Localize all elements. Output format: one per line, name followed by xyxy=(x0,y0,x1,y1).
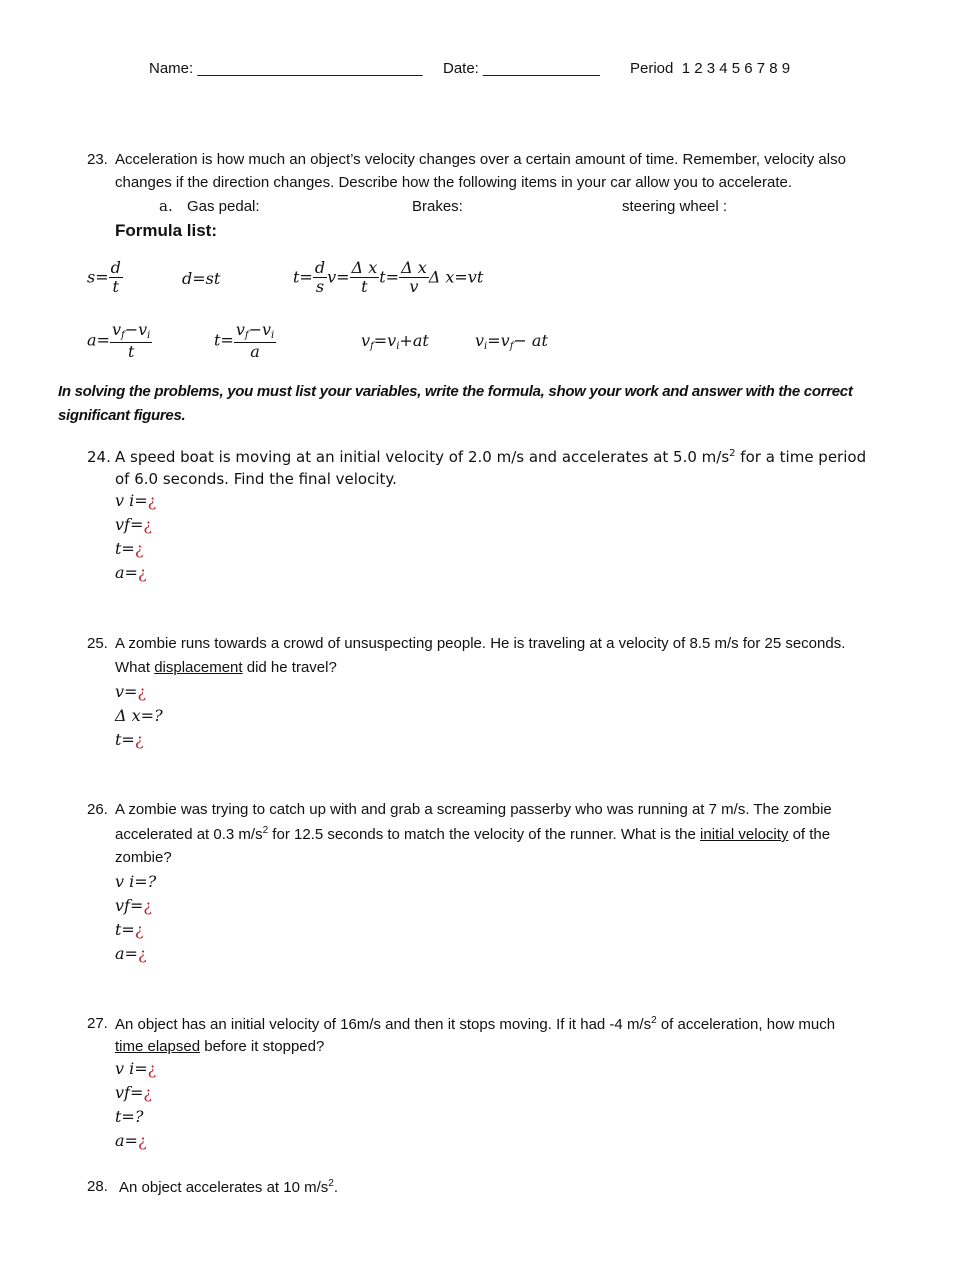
variable-name: a= xyxy=(115,1131,138,1150)
variable-name: a= xyxy=(115,563,138,582)
subscript: i xyxy=(484,341,488,352)
fraction xyxy=(109,259,123,297)
formula-rest: − at xyxy=(513,331,548,350)
variable-value[interactable]: ¿ xyxy=(137,563,147,582)
q25-text-b: did he travel? xyxy=(242,659,337,676)
variable-row xyxy=(115,491,156,515)
variable-name: vf= xyxy=(115,515,144,534)
q27-number: 27. xyxy=(87,1015,108,1032)
q23-sub-letter: a. xyxy=(159,197,173,215)
equals-v: =v xyxy=(373,331,397,350)
variable-name: v= xyxy=(115,682,138,701)
q26-underlined: initial velocity xyxy=(700,826,789,843)
q27-text-b: of acceleration, how much xyxy=(656,1016,836,1033)
q24-variables xyxy=(115,491,156,587)
variable-row xyxy=(115,1083,156,1107)
name-label: Name: xyxy=(149,60,194,77)
variable-value[interactable]: ¿ xyxy=(137,944,147,963)
formula-time-from-accel xyxy=(214,321,276,361)
variable-row xyxy=(115,682,163,706)
fraction xyxy=(110,321,152,361)
period-options: 1 2 3 4 5 6 7 8 9 xyxy=(681,60,791,77)
variable-name: v i=? xyxy=(115,872,157,891)
date-field xyxy=(443,60,600,77)
q25-variables xyxy=(115,682,163,754)
denominator: t xyxy=(112,277,119,297)
q26-text-line1: A zombie was trying to catch up with and grab a screaming passerby who was running at 7 m/s. The zombie xyxy=(115,801,832,818)
superscript: 2 xyxy=(328,1178,334,1189)
subscript: f xyxy=(509,341,514,352)
formula-initial-velocity xyxy=(475,331,548,352)
q27-text-a: An object has an initial velocity of 16m/s and then it stops moving. If it had -4 m/s xyxy=(115,1016,652,1033)
q26-text-a: accelerated at 0.3 m/s xyxy=(115,826,263,843)
q23-number: 23. xyxy=(87,151,108,168)
formula-distance: d=st xyxy=(182,269,221,288)
formula-rest: +at xyxy=(399,331,429,350)
variable-name: vf= xyxy=(115,896,144,915)
superscript: 2 xyxy=(262,825,269,836)
variable-value[interactable]: ¿ xyxy=(143,896,152,915)
variable-value[interactable]: ¿ xyxy=(134,539,144,558)
variable-row xyxy=(115,515,156,539)
variable-value[interactable]: ¿ xyxy=(134,920,144,939)
variable-name: t= xyxy=(115,920,135,939)
q26-number: 26. xyxy=(87,801,108,818)
q26-text-line2 xyxy=(115,825,830,843)
q27-text-b: before it stopped? xyxy=(200,1038,325,1055)
variable-value[interactable]: ¿ xyxy=(134,730,144,749)
minus: − xyxy=(248,320,262,339)
formula-lhs: t= xyxy=(293,267,313,287)
variable-value[interactable]: ¿ xyxy=(137,682,147,701)
denominator: t xyxy=(361,277,368,297)
denominator: t xyxy=(127,341,135,361)
variable-name: v i= xyxy=(115,1059,148,1078)
period-label: Period xyxy=(630,60,674,77)
variable-value[interactable]: ¿ xyxy=(137,1131,147,1150)
variable-row xyxy=(115,920,156,944)
v-initial: v xyxy=(138,320,148,339)
date-line[interactable]: ______________ xyxy=(483,60,600,77)
formula-lhs: v= xyxy=(327,267,350,287)
q25-text-line2 xyxy=(115,659,337,676)
variable-row xyxy=(115,539,156,563)
q23-text-line1: Acceleration is how much an object’s velocity changes over a certain amount of time. Remember, velocity also xyxy=(115,151,846,168)
subscript: i xyxy=(271,330,275,341)
q27-variables xyxy=(115,1059,156,1155)
q25-number: 25. xyxy=(87,635,108,652)
denominator: a xyxy=(250,341,260,361)
variable-name: t= xyxy=(115,539,135,558)
formula-acceleration xyxy=(87,321,152,361)
formula-lhs: s= xyxy=(87,267,109,287)
superscript: 2 xyxy=(729,448,736,459)
subscript: f xyxy=(370,341,374,352)
formula-list-heading: Formula list: xyxy=(115,221,218,240)
v-final: v xyxy=(111,320,121,339)
numerator: d xyxy=(110,258,121,277)
q26-text-b: for 12.5 seconds to match the velocity of the runner. What is the xyxy=(268,826,701,843)
q27-text-line2 xyxy=(115,1038,324,1055)
q28-text-a: An object accelerates at 10 m/s xyxy=(119,1179,329,1196)
numerator: d xyxy=(314,258,326,277)
subscript: i xyxy=(396,341,400,352)
numerator: Δ x xyxy=(351,258,378,277)
formula-lhs: a= xyxy=(87,330,110,350)
v-symbol: v xyxy=(475,331,485,350)
period-field xyxy=(630,60,790,77)
variable-value[interactable]: ¿ xyxy=(147,491,157,510)
variable-name: vf= xyxy=(115,1083,144,1102)
equals-v: =v xyxy=(487,331,510,350)
variable-row xyxy=(115,1131,156,1155)
q23-steering-wheel: steering wheel : xyxy=(622,198,728,215)
variable-value[interactable]: ¿ xyxy=(143,1083,152,1102)
superscript: 2 xyxy=(651,1015,657,1026)
q23-gas-pedal: Gas pedal: xyxy=(187,198,260,215)
q24-number: 24. xyxy=(87,448,111,466)
variable-value[interactable]: ¿ xyxy=(147,1059,157,1078)
q27-underlined: time elapsed xyxy=(115,1038,201,1055)
variable-row xyxy=(115,872,156,896)
v-final: v xyxy=(235,320,245,339)
denominator: v xyxy=(409,277,419,297)
q23-text-line2: changes if the direction changes. Describe how the following items in your car allow you to accelerate. xyxy=(115,174,793,191)
q24-text-b: for a time period xyxy=(735,448,867,466)
q28-text-b: . xyxy=(333,1179,339,1196)
v-symbol: v xyxy=(361,331,371,350)
variable-value[interactable]: ¿ xyxy=(143,515,152,534)
q24-text-line2: of 6.0 seconds. Find the final velocity. xyxy=(115,470,397,488)
formula-lhs: t= xyxy=(214,330,234,350)
v-initial: v xyxy=(262,320,272,339)
q28-number: 28. xyxy=(87,1178,108,1195)
q24-text-line1 xyxy=(115,448,866,466)
q25-underlined: displacement xyxy=(154,659,243,676)
formula-displacement: Δ x=vt xyxy=(428,267,484,287)
q26-text-c: of the xyxy=(788,826,831,843)
subscript: f xyxy=(121,330,125,341)
variable-name: Δ x=? xyxy=(115,706,163,725)
q25-text-line1: A zombie runs towards a crowd of unsuspecting people. He is traveling at a velocity of 8.5 m/s for 25 seconds. xyxy=(115,635,846,652)
numerator xyxy=(234,321,276,343)
q27-text-line1 xyxy=(115,1015,835,1033)
q28-text xyxy=(119,1178,338,1196)
q23-brakes: Brakes: xyxy=(412,198,463,215)
formula-final-velocity xyxy=(361,331,429,352)
instructions-line2: significant figures. xyxy=(58,407,186,424)
formula-lhs: t= xyxy=(379,267,400,287)
fraction xyxy=(234,321,276,361)
variable-row xyxy=(115,944,156,968)
instructions-line1: In solving the problems, you must list your variables, write the formula, show your work and answer with the correct xyxy=(58,383,853,400)
denominator: s xyxy=(315,277,325,297)
variable-name: v i= xyxy=(115,491,148,510)
formula-speed xyxy=(87,259,123,297)
numerator: Δ x xyxy=(401,258,427,277)
q26-text-line3: zombie? xyxy=(115,849,172,866)
q24-text-a: A speed boat is moving at an initial velocity of 2.0 m/s and accelerates at 5.0 m/s xyxy=(115,448,730,466)
variable-name: t=? xyxy=(115,1107,144,1126)
header xyxy=(149,60,423,77)
minus: − xyxy=(124,320,139,339)
q26-variables xyxy=(115,872,156,968)
fraction xyxy=(313,259,327,297)
numerator xyxy=(110,321,152,343)
subscript: i xyxy=(147,330,151,341)
variable-row xyxy=(115,1107,156,1131)
variable-row xyxy=(115,896,156,920)
formula-time-chain xyxy=(293,259,483,297)
fraction xyxy=(399,259,429,297)
q25-text-a: What xyxy=(115,659,155,676)
date-label: Date: xyxy=(443,60,479,77)
variable-row xyxy=(115,1059,156,1083)
variable-name: t= xyxy=(115,730,135,749)
variable-name: a= xyxy=(115,944,138,963)
subscript: f xyxy=(244,330,249,341)
fraction xyxy=(350,259,380,297)
variable-row xyxy=(115,706,163,730)
variable-row xyxy=(115,563,156,587)
name-line[interactable]: ___________________________ xyxy=(197,60,423,77)
variable-row xyxy=(115,730,163,754)
